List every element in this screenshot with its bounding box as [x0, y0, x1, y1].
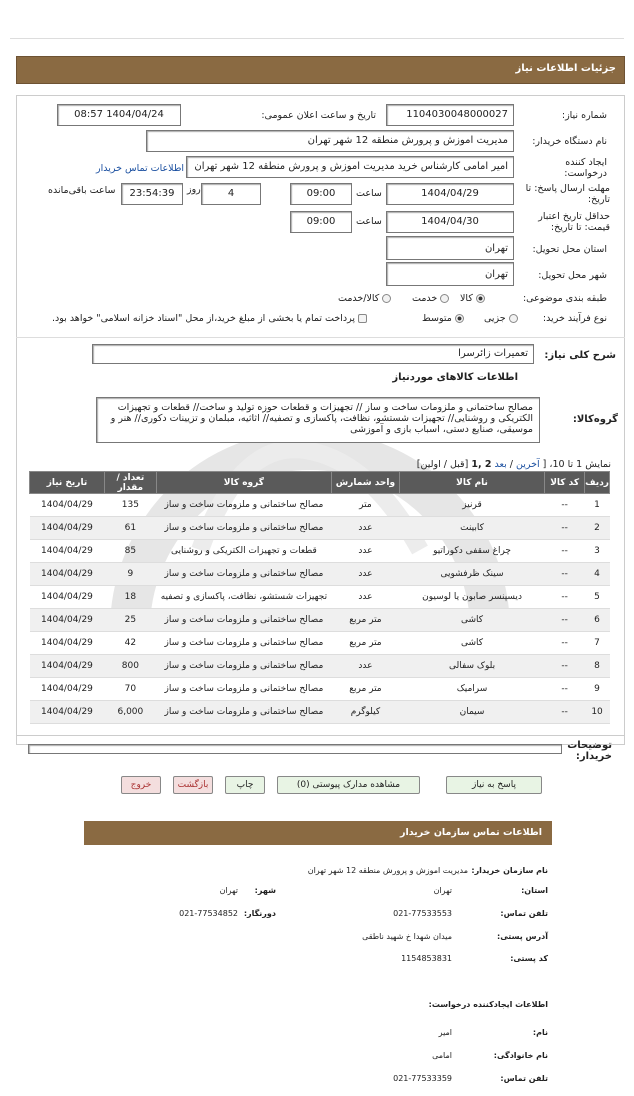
contact-city-value: تهران: [219, 886, 238, 895]
cell-item-code: --: [545, 494, 585, 517]
category-option-goods-label: کالا: [460, 293, 473, 304]
col-header-name: نام کالا: [399, 472, 544, 494]
cell-need-date: 1404/04/29: [30, 563, 105, 586]
cell-item-code: --: [545, 632, 585, 655]
category-option-service[interactable]: [412, 293, 449, 304]
process-option-medium[interactable]: [422, 313, 464, 324]
cell-unit: متر: [332, 494, 400, 517]
cell-item-group: مصالح ساختمانی و ملزومات ساخت و ساز: [156, 494, 331, 517]
pager-pages[interactable]: 2 ,1: [471, 459, 492, 470]
cell-need-date: 1404/04/29: [30, 678, 105, 701]
creator-name-value: امیر: [438, 1028, 452, 1037]
col-header-group: گروه کالا: [156, 472, 331, 494]
summary-field: تعمیرات زائرسرا: [92, 344, 534, 364]
cell-quantity: 9: [104, 563, 156, 586]
process-option-minor-label: جزیی: [484, 313, 506, 324]
table-row: [30, 655, 610, 678]
checkbox-icon: [358, 314, 367, 323]
cell-unit: عدد: [332, 563, 400, 586]
cell-need-date: 1404/04/29: [30, 609, 105, 632]
cell-quantity: 135: [104, 494, 156, 517]
city-field: تهران: [386, 262, 514, 286]
deadline-date-field: 1404/04/29: [386, 183, 514, 205]
cell-need-date: 1404/04/29: [30, 540, 105, 563]
cell-unit: متر مربع: [332, 632, 400, 655]
deadline-label: مهلت ارسال پاسخ: تا تاریخ:: [525, 183, 610, 205]
cell-unit: متر مربع: [332, 678, 400, 701]
buyer-org-field: مدیریت اموزش و پرورش منطقه 12 شهر تهران: [146, 130, 514, 152]
process-option-minor[interactable]: [484, 313, 518, 324]
contact-city-label: شهر:: [254, 886, 276, 895]
items-table: [29, 471, 610, 724]
table-row: [30, 563, 610, 586]
page-header: [16, 56, 625, 84]
cell-unit: کیلوگرم: [332, 701, 400, 724]
deadline-time-field: 09:00: [290, 183, 352, 205]
cell-row-number: 4: [585, 563, 610, 586]
cell-item-group: تجهیزات شستشو، نظافت، پاکسازی و تصفیه: [156, 586, 331, 609]
buyer-org-label: نام دستگاه خریدار:: [532, 136, 607, 147]
category-option-both[interactable]: [338, 293, 391, 304]
cell-quantity: 61: [104, 517, 156, 540]
cell-row-number: 2: [585, 517, 610, 540]
reply-button[interactable]: پاسخ به نیاز: [446, 776, 542, 794]
cell-item-name: کاشی: [399, 609, 544, 632]
need-number-label: شماره نیاز:: [561, 110, 607, 121]
radio-icon: [382, 294, 391, 303]
category-option-service-label: خدمت: [412, 293, 438, 304]
contact-province-value: تهران: [433, 886, 452, 895]
radio-selected-icon: [476, 294, 485, 303]
cell-item-group: مصالح ساختمانی و ملزومات ساخت و ساز: [156, 655, 331, 678]
contact-phone-value: 021-77533553: [393, 909, 452, 918]
table-row: [30, 609, 610, 632]
cell-row-number: 8: [585, 655, 610, 678]
cell-item-name: قرنیز: [399, 494, 544, 517]
exit-button[interactable]: خروج: [121, 776, 161, 794]
table-row: [30, 678, 610, 701]
deadline-time-label: ساعت: [356, 188, 382, 199]
notes-divider: [16, 735, 625, 736]
cell-item-code: --: [545, 517, 585, 540]
category-option-goods[interactable]: [460, 293, 485, 304]
section-divider: [16, 337, 625, 338]
cell-item-group: قطعات و تجهیزات الکتریکی و روشنایی: [156, 540, 331, 563]
cell-item-group: مصالح ساختمانی و ملزومات ساخت و ساز: [156, 609, 331, 632]
cell-need-date: 1404/04/29: [30, 655, 105, 678]
contact-postal-value: 1154853831: [401, 954, 452, 963]
cell-item-name: سیمان: [399, 701, 544, 724]
cell-item-name: چراغ سقفی دکوراتیو: [399, 540, 544, 563]
city-label: شهر محل تحویل:: [538, 270, 607, 281]
table-header-row: [30, 472, 610, 494]
pager-first: اولین: [420, 459, 441, 470]
creator-phone-value: 021-77533359: [393, 1074, 452, 1083]
cell-quantity: 70: [104, 678, 156, 701]
cell-item-code: --: [545, 655, 585, 678]
validity-time-field: 09:00: [290, 211, 352, 233]
pager-last-link[interactable]: آخرین: [516, 459, 540, 470]
cell-quantity: 18: [104, 586, 156, 609]
treasury-payment-option[interactable]: [52, 313, 367, 324]
cell-item-name: سرامیک: [399, 678, 544, 701]
cell-item-name: کابینت: [399, 517, 544, 540]
cell-item-group: مصالح ساختمانی و ملزومات ساخت و ساز: [156, 701, 331, 724]
col-header-code: کد کالا: [545, 472, 585, 494]
goods-info-title: اطلاعات کالاهای موردنیاز: [392, 372, 518, 383]
cell-unit: عدد: [332, 586, 400, 609]
table-row: [30, 494, 610, 517]
province-label: استان محل تحویل:: [532, 244, 607, 255]
process-option-medium-label: متوسط: [422, 313, 452, 324]
summary-label: شرح کلی نیاز:: [544, 350, 616, 361]
remaining-label: ساعت باقی‌مانده: [48, 185, 116, 196]
pager-next-link[interactable]: بعد: [494, 459, 507, 470]
table-row: [30, 701, 610, 724]
contact-address-label: آدرس پستی:: [497, 932, 548, 941]
back-button[interactable]: بازگشت: [173, 776, 213, 794]
contact-org-value: مدیریت اموزش و پرورش منطقه 12 شهر تهران: [307, 866, 468, 875]
contact-postal-label: کد پستی:: [510, 954, 548, 963]
cell-row-number: 3: [585, 540, 610, 563]
cell-need-date: 1404/04/29: [30, 701, 105, 724]
cell-unit: عدد: [332, 517, 400, 540]
buyer-contact-link[interactable]: اطلاعات تماس خریدار: [96, 163, 185, 174]
cell-item-code: --: [545, 586, 585, 609]
contact-fax-label: دورنگار:: [243, 909, 276, 918]
cell-item-code: --: [545, 701, 585, 724]
creator-family-label: نام خانوادگی:: [493, 1051, 548, 1060]
creator-label: ایجاد کننده درخواست:: [564, 157, 607, 179]
cell-need-date: 1404/04/29: [30, 586, 105, 609]
cell-row-number: 6: [585, 609, 610, 632]
cell-unit: متر مربع: [332, 609, 400, 632]
cell-item-group: مصالح ساختمانی و ملزومات ساخت و ساز: [156, 678, 331, 701]
cell-quantity: 25: [104, 609, 156, 632]
contact-fax-value: 021-77534852: [179, 909, 238, 918]
cell-item-group: مصالح ساختمانی و ملزومات ساخت و ساز: [156, 563, 331, 586]
radio-icon: [509, 314, 518, 323]
col-header-date: تاریخ نیاز: [30, 472, 105, 494]
cell-item-name: دیسپنسر صابون یا لوسیون: [399, 586, 544, 609]
validity-label: حداقل تاریخ اعتبار قیمت: تا تاریخ:: [538, 211, 610, 233]
contact-org-label: نام سازمان خریدار:: [471, 866, 548, 875]
announce-field: 1404/04/24 08:57: [57, 104, 181, 126]
cell-quantity: 6,000: [104, 701, 156, 724]
cell-need-date: 1404/04/29: [30, 494, 105, 517]
cell-quantity: 85: [104, 540, 156, 563]
remaining-time-field: 23:54:39: [121, 183, 183, 205]
cell-unit: عدد: [332, 540, 400, 563]
category-option-both-label: کالا/خدمت: [338, 293, 380, 304]
goods-group-field: مصالح ساختمانی و ملزومات ساخت و ساز // تجهیزات و قطعات حوزه تولید و ساخت// قطعات و تجهیزات الکتریکی و روشنایی// تجهیزات شستشو، نظافت، پاکسازی و تصفیه// اثاثیه، مبلمان و تزیینات دکوری// هنر و موسیقی، صنایع دستی، اسباب بازی و آموزشی: [96, 397, 540, 443]
buyer-notes-field: [28, 744, 562, 754]
cell-item-name: بلوک سفالی: [399, 655, 544, 678]
radio-selected-icon: [455, 314, 464, 323]
cell-item-name: سینک ظرفشویی: [399, 563, 544, 586]
col-header-row-number: ردیف: [585, 472, 610, 494]
col-header-unit: واحد شمارش: [332, 472, 400, 494]
contact-province-label: استان:: [521, 886, 548, 895]
cell-row-number: 7: [585, 632, 610, 655]
validity-time-label: ساعت: [356, 216, 382, 227]
cell-row-number: 9: [585, 678, 610, 701]
radio-icon: [440, 294, 449, 303]
table-row: [30, 632, 610, 655]
cell-unit: عدد: [332, 655, 400, 678]
need-number-field: 1104030048000027: [386, 104, 514, 126]
cell-item-code: --: [545, 540, 585, 563]
cell-row-number: 5: [585, 586, 610, 609]
col-header-qty: تعداد / مقدار: [104, 472, 156, 494]
goods-group-label: گروه‌کالا:: [572, 414, 618, 425]
top-divider: [10, 38, 624, 39]
cell-quantity: 800: [104, 655, 156, 678]
table-row: [30, 586, 610, 609]
day-label: روز: [187, 184, 201, 195]
buyer-notes-label: توضیحات خریدار:: [567, 740, 612, 762]
province-field: تهران: [386, 236, 514, 260]
cell-item-code: --: [545, 563, 585, 586]
creator-field: امیر امامی کارشناس خرید مدیریت اموزش و پرورش منطقه 12 شهر تهران: [186, 156, 514, 178]
cell-row-number: 10: [585, 701, 610, 724]
cell-row-number: 1: [585, 494, 610, 517]
pager-showing: نمایش 1 تا 10،: [549, 459, 611, 470]
contact-address-value: میدان شهدا خ شهید ناطقی: [362, 932, 452, 941]
print-button[interactable]: چاپ: [225, 776, 265, 794]
pager: نمایش 1 تا 10، [ آخرین / بعد 2 ,1 [قبل / اولین]: [416, 459, 611, 470]
creator-info-title: اطلاعات ایجادکننده درخواست:: [428, 1000, 548, 1009]
contact-title: اطلاعات تماس سازمان خریدار: [399, 827, 542, 838]
days-left-field: 4: [201, 183, 261, 205]
category-label: طبقه بندی موضوعی:: [522, 293, 607, 304]
validity-date-field: 1404/04/30: [386, 211, 514, 233]
cell-item-code: --: [545, 678, 585, 701]
cell-item-group: مصالح ساختمانی و ملزومات ساخت و ساز: [156, 517, 331, 540]
cell-need-date: 1404/04/29: [30, 517, 105, 540]
table-row: [30, 517, 610, 540]
creator-name-label: نام:: [532, 1028, 548, 1037]
contact-phone-label: تلفن تماس:: [500, 909, 548, 918]
creator-family-value: امامی: [432, 1051, 452, 1060]
announce-label: تاریخ و ساعت اعلان عمومی:: [261, 110, 376, 121]
process-label: نوع فرآیند خرید:: [542, 313, 607, 324]
pager-prev: قبل: [449, 459, 465, 470]
page-title: جزئیات اطلاعات نیاز: [515, 63, 616, 74]
cell-need-date: 1404/04/29: [30, 632, 105, 655]
view-attachments-button[interactable]: مشاهده مدارک پیوستی (0): [277, 776, 420, 794]
cell-item-name: کاشی: [399, 632, 544, 655]
cell-item-code: --: [545, 609, 585, 632]
creator-phone-label: تلفن تماس:: [500, 1074, 548, 1083]
cell-item-group: مصالح ساختمانی و ملزومات ساخت و ساز: [156, 632, 331, 655]
contact-header: [84, 821, 552, 845]
table-row: [30, 540, 610, 563]
treasury-payment-label: پرداخت تمام یا بخشی از مبلغ خرید،از محل "اسناد خزانه اسلامی" خواهد بود.: [52, 313, 355, 324]
cell-quantity: 42: [104, 632, 156, 655]
